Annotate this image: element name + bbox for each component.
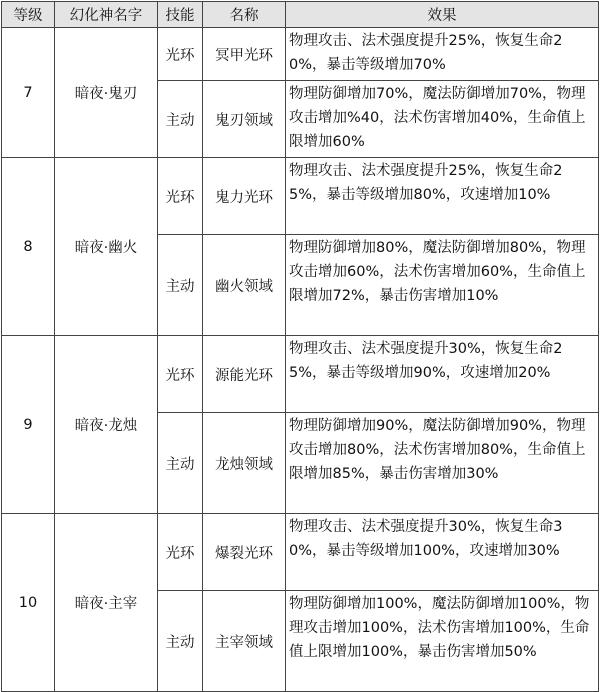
header-effect: 效果 (286, 2, 599, 28)
level-cell: 8 (2, 158, 55, 336)
transform-name-cell: 暗夜·幽火 (55, 158, 158, 336)
skill-name-cell: 幽火领域 (203, 235, 286, 336)
effect-cell: 物理攻击、法术强度提升30%，恢复生命25%，暴击等级增加90%，攻速增加20% (286, 336, 599, 413)
skill-name-cell: 鬼刃领域 (203, 81, 286, 158)
skill-name-cell: 鬼力光环 (203, 158, 286, 235)
effect-cell: 物理防御增加100%，魔法防御增加100%，物理攻击增加100%，法术伤害增加100%，生命值上限增加100%，暴击伤害增加50% (286, 591, 599, 692)
header-title: 名称 (203, 2, 286, 28)
level-cell: 9 (2, 336, 55, 514)
skill-type-cell: 光环 (158, 514, 203, 591)
level-cell: 7 (2, 28, 55, 158)
effect-cell: 物理防御增加80%，魔法防御增加80%，物理攻击增加60%，法术伤害增加60%，生命值上限增加72%，暴击伤害增加10% (286, 235, 599, 336)
effect-cell: 物理防御增加70%，魔法防御增加70%，物理攻击增加%40，法术伤害增加40%，生命值上限增加60% (286, 81, 599, 158)
skill-type-cell: 光环 (158, 158, 203, 235)
table-row (2, 336, 599, 413)
skill-type-cell: 主动 (158, 413, 203, 514)
level-cell: 10 (2, 514, 55, 692)
header-skill: 技能 (158, 2, 203, 28)
header-level: 等级 (2, 2, 55, 28)
table-row (2, 514, 599, 591)
skill-name-cell: 爆裂光环 (203, 514, 286, 591)
skill-name-cell: 主宰领域 (203, 591, 286, 692)
transform-name-cell: 暗夜·鬼刃 (55, 28, 158, 158)
transform-name-cell: 暗夜·主宰 (55, 514, 158, 692)
header-name: 幻化神名字 (55, 2, 158, 28)
effect-cell: 物理攻击、法术强度提升25%，恢复生命25%，暴击等级增加80%，攻速增加10% (286, 158, 599, 235)
effect-cell: 物理攻击、法术强度提升30%，恢复生命30%，暴击等级增加100%，攻速增加30% (286, 514, 599, 591)
skill-type-cell: 光环 (158, 28, 203, 81)
header-row (2, 2, 599, 28)
table-row (2, 28, 599, 81)
table-row (2, 158, 599, 235)
effect-cell: 物理防御增加90%，魔法防御增加90%，物理攻击增加80%，法术伤害增加80%，生命值上限增加85%，暴击伤害增加30% (286, 413, 599, 514)
transform-name-cell: 暗夜·龙烛 (55, 336, 158, 514)
skill-name-cell: 龙烛领域 (203, 413, 286, 514)
effect-cell: 物理攻击、法术强度提升25%，恢复生命20%，暴击等级增加70% (286, 28, 599, 81)
skill-name-cell: 冥甲光环 (203, 28, 286, 81)
skill-type-cell: 主动 (158, 591, 203, 692)
skills-table (1, 1, 599, 692)
skill-type-cell: 光环 (158, 336, 203, 413)
skill-type-cell: 主动 (158, 235, 203, 336)
skill-name-cell: 源能光环 (203, 336, 286, 413)
skill-type-cell: 主动 (158, 81, 203, 158)
